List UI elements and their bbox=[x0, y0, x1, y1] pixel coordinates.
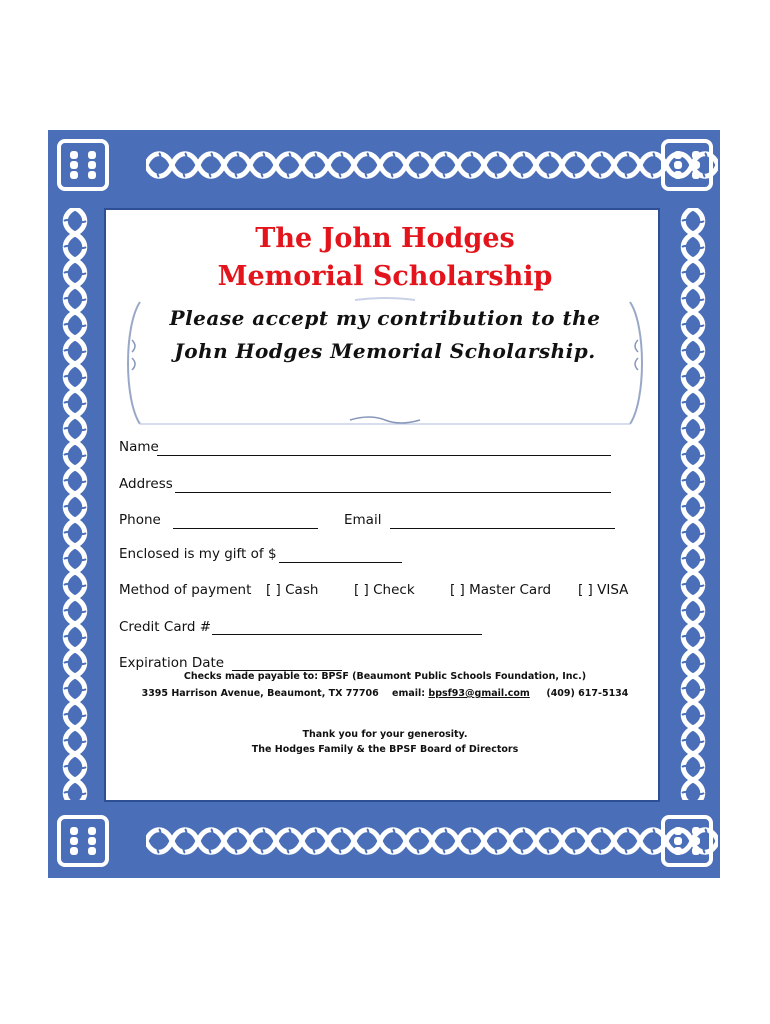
phone-field[interactable] bbox=[173, 528, 318, 529]
phone-label: Phone bbox=[119, 512, 161, 528]
email-label: Email bbox=[344, 512, 382, 528]
corner-ornament-icon bbox=[56, 814, 110, 868]
phone-number: (409) 617-5134 bbox=[546, 688, 629, 699]
email-link[interactable]: bpsf93@gmail.com bbox=[428, 688, 530, 699]
name-field[interactable] bbox=[157, 455, 611, 456]
gift-amount-field[interactable] bbox=[279, 562, 402, 563]
address-label: Address bbox=[119, 476, 173, 492]
checks-payable-note: Checks made payable to: BPSF (Beaumont Public Schools Foundation, Inc.) bbox=[183, 671, 587, 682]
mastercard-checkbox[interactable]: [ ] Master Card bbox=[450, 582, 552, 598]
rope-border-bottom bbox=[146, 818, 718, 864]
corner-ornament-icon bbox=[660, 138, 714, 192]
page-title: The John Hodges bbox=[255, 223, 515, 254]
expiration-label: Expiration Date bbox=[119, 655, 225, 671]
plea-text-line2: John Hodges Memorial Scholarship. bbox=[174, 339, 596, 363]
signature-text: The Hodges Family & the BPSF Board of Directors bbox=[251, 744, 519, 755]
mailing-address: 3395 Harrison Avenue, Beaumont, TX 77706 bbox=[141, 688, 379, 699]
rope-border-top bbox=[146, 142, 718, 188]
cash-checkbox[interactable]: [ ] Cash bbox=[266, 582, 319, 598]
address-field[interactable] bbox=[175, 492, 611, 493]
visa-checkbox[interactable]: [ ] VISA bbox=[578, 582, 629, 598]
email-prefix: email: bbox=[392, 688, 426, 699]
thank-you-text: Thank you for your generosity. bbox=[302, 729, 468, 740]
name-label: Name bbox=[119, 439, 159, 455]
corner-ornament-icon bbox=[56, 138, 110, 192]
credit-card-field[interactable] bbox=[212, 634, 482, 635]
rope-border-left bbox=[58, 208, 92, 800]
page-title-line2: Memorial Scholarship bbox=[217, 261, 553, 292]
corner-ornament-icon bbox=[660, 814, 714, 868]
plea-text-line1: Please accept my contribution to the bbox=[169, 306, 601, 330]
email-field[interactable] bbox=[390, 528, 615, 529]
credit-card-label: Credit Card # bbox=[119, 619, 212, 635]
rope-border-right bbox=[676, 208, 710, 800]
method-label: Method of payment bbox=[119, 582, 252, 598]
contact-line bbox=[0, 688, 770, 699]
gift-label: Enclosed is my gift of $ bbox=[119, 546, 277, 562]
check-checkbox[interactable]: [ ] Check bbox=[354, 582, 415, 598]
